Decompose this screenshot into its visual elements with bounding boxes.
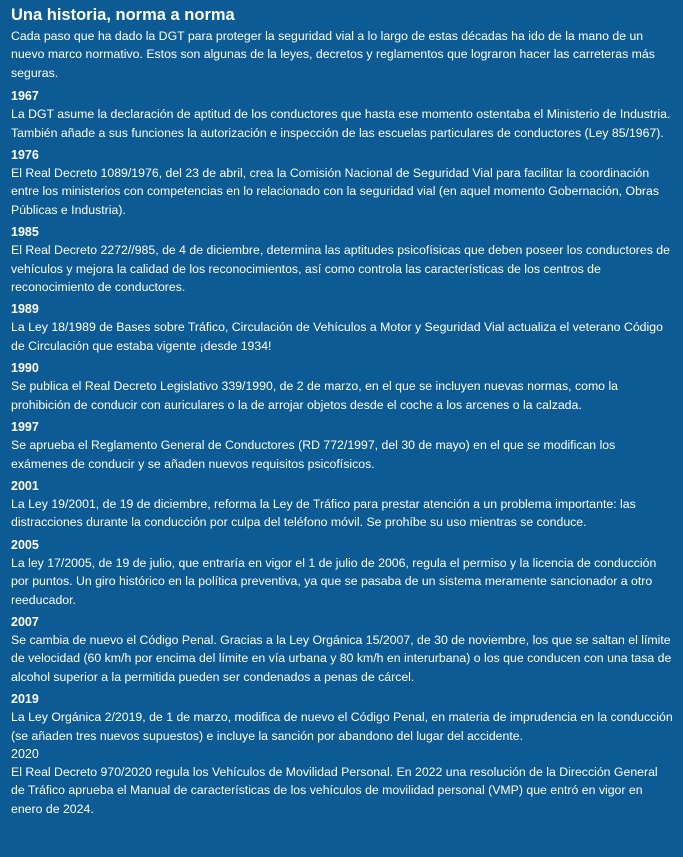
page-title: Una historia, norma a norma <box>11 6 235 24</box>
entry-text: La DGT asume la declaración de aptitud de los conductores que hasta ese momento ostentaba el Ministerio de Industria. También añade a sus funciones la autorización e inspección de las escuelas particulares de conductores (Ley 85/1967). <box>11 107 671 140</box>
entry-text: La Ley 18/1989 de Bases sobre Tráfico, Circulación de Vehículos a Motor y Seguridad Vial actualiza el veterano Código de Circulación que estaba vigente ¡desde 1934! <box>11 320 663 353</box>
entry-year: 2020 <box>11 746 39 761</box>
entry-text: La ley 17/2005, de 19 de julio, que entraría en vigor el 1 de julio de 2006, regula el permiso y la licencia de conducción por puntos. Un giro histórico en la política preventiva, ya que se pasaba de un sistema meramente sancionador a otro reeducador. <box>11 555 657 607</box>
entry-text: Se cambia de nuevo el Código Penal. Gracias a la Ley Orgánica 15/2007, de 30 de noviembre, los que se saltan el límite de velocidad (60 km/h por encima del límite en vía urbana y 80 km/h en interurbana) o los que conducen con una tasa de alcohol superior a la permitida pueden ser condenados a penas de cárcel. <box>11 632 672 684</box>
entry-year: 2019 <box>11 692 39 707</box>
timeline-entry-1985 <box>11 223 673 296</box>
entry-text: Se publica el Real Decreto Legislativo 339/1990, de 2 de marzo, en el que se incluyen nuevas normas, como la prohibición de conducir con auriculares o la de arrojar objetos desde el coche a los arcenes o la calzada. <box>11 379 619 412</box>
entry-year: 1967 <box>11 89 39 104</box>
entry-year: 1976 <box>11 148 39 163</box>
timeline-entry-2005 <box>11 536 673 609</box>
entry-year: 2001 <box>11 478 39 493</box>
timeline-entry-1997 <box>11 418 673 473</box>
entry-year: 1985 <box>11 225 39 240</box>
timeline-entry-1976 <box>11 146 673 219</box>
entry-year: 1997 <box>11 420 39 435</box>
entry-year: 2005 <box>11 537 39 552</box>
timeline-entry-1990 <box>11 359 673 414</box>
entry-year: 1989 <box>11 302 39 317</box>
entry-year: 1990 <box>11 361 39 376</box>
entry-text: La Ley 19/2001, de 19 de diciembre, reforma la Ley de Tráfico para prestar atención a un problema importante: las distracciones durante la conducción por culpa del teléfono móvil. Se prohíbe su uso mientras se conduce. <box>11 496 636 530</box>
entry-text: El Real Decreto 1089/1976, del 23 de abril, crea la Comisión Nacional de Seguridad Vial para facilitar la coordinación entre los ministerios con competencias en lo relacionado con la seguridad vial (en aquel momento Gobernación, Obras Públicas e Industria). <box>11 166 659 217</box>
intro-paragraph: Cada paso que ha dado la DGT para proteger la seguridad vial a lo largo de estas décadas ha ido de la mano de un nuevo marco normativo. Estos son algunas de la leyes, decretos y reglamentos que lograron hacer las carreteras más seguras. <box>11 29 655 80</box>
timeline-entry-1967 <box>11 87 673 142</box>
timeline-entry-2007 <box>11 613 673 686</box>
entry-text: La Ley Orgánica 2/2019, de 1 de marzo, modifica de nuevo el Código Penal, en materia de imprudencia en la conducción (se añaden tres nuevos supuestos) e incluye la sanción por abandono del lugar del accidente. <box>11 710 673 743</box>
timeline-entry-2001 <box>11 477 673 532</box>
entry-year: 2007 <box>11 614 39 629</box>
entry-text: El Real Decreto 970/2020 regula los Vehículos de Movilidad Personal. En 2022 una resolución de la Dirección General de Tráfico aprueba el Manual de características de los vehículos de movilidad personal (VMP) que entró en vigor en enero de 2024. <box>11 764 658 816</box>
timeline-entry-2019 <box>11 690 673 745</box>
entry-text: Se aprueba el Reglamento General de Conductores (RD 772/1997, del 30 de mayo) en el que se modifican los exámenes de conducir y se añaden nuevos requisitos psicofísicos. <box>11 438 616 471</box>
timeline-entry-1989 <box>11 300 673 355</box>
entry-text: El Real Decreto 2272//985, de 4 de diciembre, determina las aptitudes psicofísicas que deben poseer los conductores de vehículos y mejora la calidad de los reconocimientos, así como controla las características de los centros de reconocimiento de conductores. <box>11 243 670 295</box>
timeline-entry-2020 <box>11 745 673 818</box>
